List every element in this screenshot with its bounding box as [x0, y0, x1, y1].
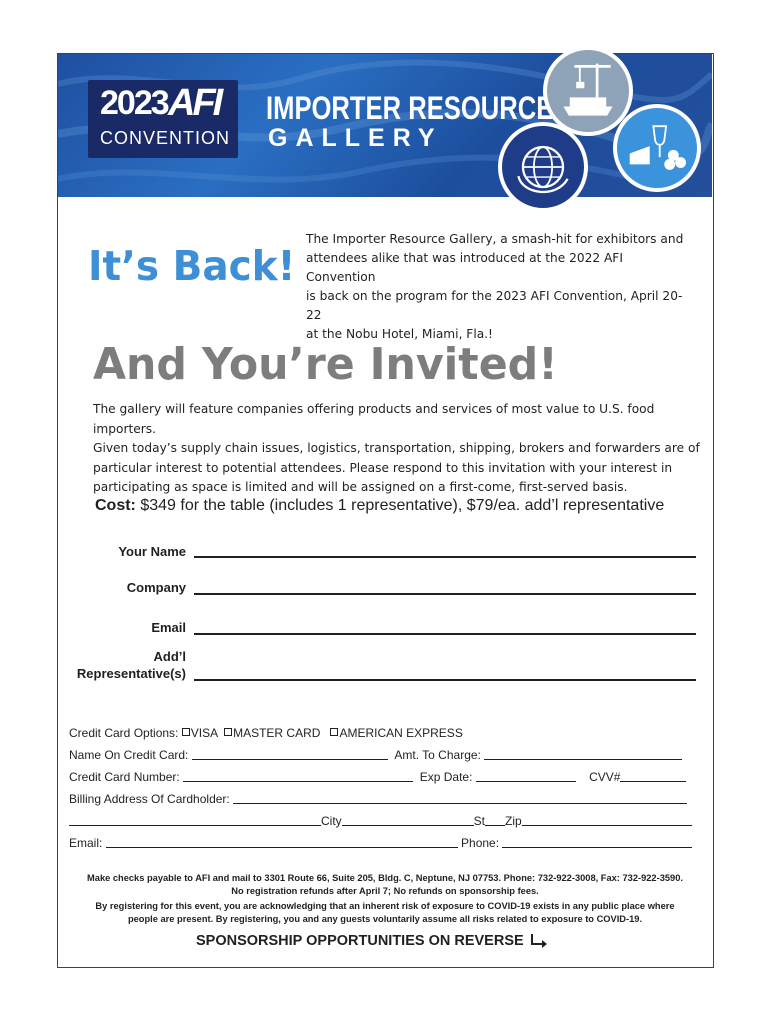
email-phone-row — [69, 836, 692, 850]
intro-line: is back on the program for the 2023 AFI Convention, April 20-22 — [306, 289, 683, 322]
refund-line: No registration refunds after April 7; No refunds on sponsorship fees. — [231, 886, 539, 896]
body-line: participating as space is limited and will be assigned on a first-come, first-served basis. — [93, 480, 628, 494]
mailing-instructions — [58, 872, 712, 885]
its-back-headline: It’s Back! — [88, 242, 296, 290]
cost-label: Cost: — [95, 497, 136, 514]
payment-email-label: Email: — [69, 836, 103, 850]
addl-representatives-label — [58, 648, 186, 682]
cvv-label: CVV# — [589, 770, 621, 784]
food-wine-icon — [613, 104, 701, 192]
sponsorship-link[interactable] — [196, 932, 550, 949]
cc-number-row — [69, 770, 686, 784]
city-field[interactable] — [342, 815, 474, 826]
visa-checkbox[interactable] — [182, 728, 190, 736]
mastercard-label: MASTER CARD — [233, 726, 321, 740]
exp-date-field[interactable] — [476, 771, 576, 782]
arrow-down-right-icon — [528, 932, 550, 948]
cc-number-field[interactable] — [183, 771, 413, 782]
body-line: Given today’s supply chain issues, logistics, transportation, shipping, brokers and forwarders are of — [93, 441, 700, 455]
state-field[interactable] — [485, 815, 505, 826]
body-line: The gallery will feature companies offering products and services of most value to U.S. food importers. — [93, 402, 655, 436]
invited-headline: And You’re Invited! — [93, 339, 558, 390]
payment-email-field[interactable] — [106, 837, 458, 848]
address-line-field[interactable] — [69, 815, 321, 826]
body-line: particular interest to potential attendees. Please respond to this invitation with your interest in — [93, 460, 673, 475]
name-on-card-field[interactable] — [192, 749, 388, 760]
afi-convention-logo — [88, 80, 238, 158]
body-paragraph — [93, 400, 703, 498]
logo-afi: AFI — [168, 82, 221, 124]
billing-address-field[interactable] — [233, 793, 687, 804]
amt-to-charge-label: Amt. To Charge: — [394, 748, 481, 762]
intro-line: The Importer Resource Gallery, a smash-hit for exhibitors and — [306, 232, 684, 246]
mastercard-checkbox[interactable] — [224, 728, 232, 736]
email-field[interactable] — [194, 633, 696, 635]
cost-line — [95, 497, 664, 515]
addl-label-line: Add’l — [153, 649, 186, 664]
intro-line: at the Nobu Hotel, Miami, Fla.! — [306, 327, 493, 341]
zip-label: Zip — [505, 814, 522, 828]
zip-field[interactable] — [522, 815, 692, 826]
covid-line: people are present. By registering, you and any guests voluntarily assume all risks related to exposure to COVID-19. — [127, 914, 643, 924]
covid-disclaimer — [58, 900, 712, 913]
mailing-line: Make checks payable to AFI and mail to 3301 Route 66, Suite 205, Bldg. C, Neptune, NJ 07753. Phone: 732-922-3008, Fax: 732-922-3590. — [87, 873, 683, 883]
billing-address-row — [69, 792, 687, 806]
cost-text: $349 for the table (includes 1 representative), $79/ea. add’l representative — [135, 497, 665, 514]
amt-to-charge-field[interactable] — [484, 749, 682, 760]
sponsorship-text: SPONSORSHIP OPPORTUNITIES ON REVERSE — [196, 933, 524, 949]
globe-icon — [498, 122, 588, 212]
cc-number-label: Credit Card Number: — [69, 770, 180, 784]
cc-options-row — [69, 726, 463, 740]
exp-date-label: Exp Date: — [419, 770, 473, 784]
phone-field[interactable] — [502, 837, 692, 848]
city-state-zip-row — [69, 814, 692, 828]
company-field[interactable] — [194, 593, 696, 595]
amex-checkbox[interactable] — [330, 728, 338, 736]
email-label: Email — [151, 620, 186, 635]
cc-options-label: Credit Card Options: — [69, 726, 179, 740]
cvv-field[interactable] — [620, 771, 686, 782]
refund-policy — [58, 885, 712, 898]
addl-label-line: Representative(s) — [76, 666, 186, 681]
flyer — [57, 53, 714, 968]
company-label: Company — [126, 580, 186, 595]
covid-disclaimer-2 — [58, 913, 712, 926]
state-label: St — [473, 814, 486, 828]
banner-title: IMPORTER RESOURCE — [266, 90, 554, 126]
your-name-label: Your Name — [118, 544, 186, 559]
city-label: City — [321, 814, 342, 828]
logo-convention: CONVENTION — [100, 128, 231, 148]
visa-label: VISA — [190, 726, 218, 740]
name-on-card-row — [69, 748, 682, 762]
intro-line: attendees alike that was introduced at the 2022 AFI Convention — [306, 251, 623, 284]
amex-label: AMERICAN EXPRESS — [339, 726, 463, 740]
billing-address-label: Billing Address Of Cardholder: — [69, 792, 230, 806]
banner-subtitle: GALLERY — [268, 124, 443, 152]
addl-representatives-field[interactable] — [194, 679, 696, 681]
logo-year: 2023 — [100, 84, 168, 122]
covid-line: By registering for this event, you are acknowledging that an inherent risk of exposure to COVID-19 exists in any public place where — [95, 901, 675, 911]
your-name-field[interactable] — [194, 556, 696, 558]
intro-paragraph — [306, 230, 686, 344]
phone-label: Phone: — [461, 836, 500, 850]
name-on-card-label: Name On Credit Card: — [69, 748, 189, 762]
